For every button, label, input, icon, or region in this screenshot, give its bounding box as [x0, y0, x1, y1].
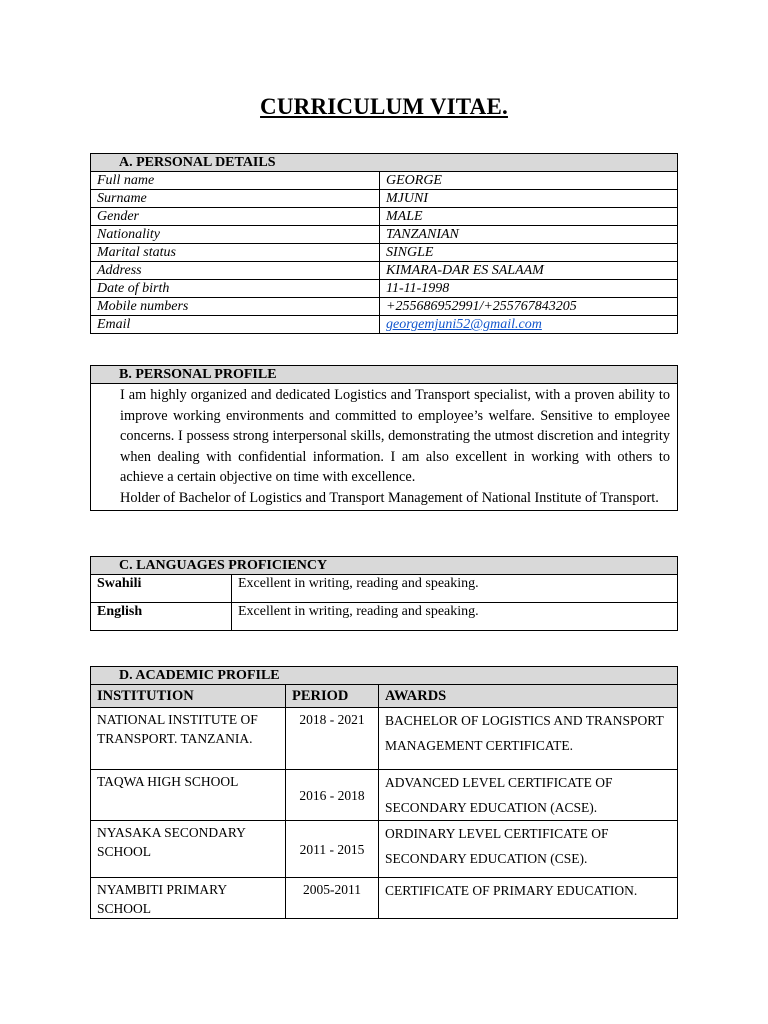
table-row [91, 821, 678, 878]
table-row [91, 208, 678, 226]
languages-heading: C. LANGUAGES PROFICIENCY [91, 557, 678, 575]
field-label: Mobile numbers [91, 298, 380, 316]
period-cell: 2011 - 2015 [286, 821, 379, 878]
period-cell: 2018 - 2021 [286, 708, 379, 770]
field-value: MJUNI [380, 190, 678, 208]
field-value: KIMARA-DAR ES SALAAM [380, 262, 678, 280]
language-level: Excellent in writing, reading and speaking. [232, 575, 678, 603]
institution-cell: NYAMBITI PRIMARY SCHOOL [91, 878, 286, 919]
column-header-awards: AWARDS [379, 685, 678, 708]
field-value: +255686952991/+255767843205 [380, 298, 678, 316]
table-row [91, 770, 678, 821]
personal-profile-table [90, 365, 678, 511]
page-title: CURRICULUM VITAE. [260, 94, 508, 119]
field-value: TANZANIAN [380, 226, 678, 244]
field-value: SINGLE [380, 244, 678, 262]
table-row [91, 575, 678, 603]
field-label: Address [91, 262, 380, 280]
award-cell: BACHELOR OF LOGISTICS AND TRANSPORT MANAGEMENT CERTIFICATE. [379, 708, 678, 770]
table-row [91, 172, 678, 190]
column-header-period: PERIOD [286, 685, 379, 708]
award-cell: ORDINARY LEVEL CERTIFICATE OF SECONDARY EDUCATION (CSE). [379, 821, 678, 878]
table-row [91, 244, 678, 262]
profile-paragraph: I am highly organized and dedicated Logistics and Transport specialist, with a proven ability to improve working environments and committed to employee’s welfare. Sensitive to employee concerns. I possess strong interpersonal skills, demonstrating the utmost discretion and integrity when dealing with confidential information. I am also excellent in working with others to achieve a certain objective on time with excellence. [120, 387, 670, 486]
table-row [91, 708, 678, 770]
language-level: Excellent in writing, reading and speaking. [232, 603, 678, 631]
field-value: GEORGE [380, 172, 678, 190]
personal-details-table [90, 153, 678, 334]
email-cell [380, 316, 678, 334]
table-row [91, 262, 678, 280]
table-row [91, 316, 678, 334]
languages-table [90, 556, 678, 631]
field-value: MALE [380, 208, 678, 226]
institution-cell: NATIONAL INSTITUTE OF TRANSPORT. TANZANIA. [91, 708, 286, 770]
field-label: Email [91, 316, 380, 334]
field-label: Marital status [91, 244, 380, 262]
table-row [91, 190, 678, 208]
field-label: Gender [91, 208, 380, 226]
field-label: Full name [91, 172, 380, 190]
academic-profile-table [90, 666, 678, 919]
institution-cell: TAQWA HIGH SCHOOL [91, 770, 286, 821]
personal-details-heading: A. PERSONAL DETAILS [91, 154, 678, 172]
award-cell: CERTIFICATE OF PRIMARY EDUCATION. [379, 878, 678, 919]
field-label: Nationality [91, 226, 380, 244]
column-header-institution: INSTITUTION [91, 685, 286, 708]
award-cell: ADVANCED LEVEL CERTIFICATE OF SECONDARY EDUCATION (ACSE). [379, 770, 678, 821]
period-cell: 2016 - 2018 [286, 770, 379, 821]
field-label: Date of birth [91, 280, 380, 298]
language-name: Swahili [91, 575, 232, 603]
table-row [91, 298, 678, 316]
table-row [91, 878, 678, 919]
profile-paragraph: Holder of Bachelor of Logistics and Transport Management of National Institute of Transport. [120, 489, 659, 506]
period-cell: 2005-2011 [286, 878, 379, 919]
academic-profile-heading: D. ACADEMIC PROFILE [91, 667, 678, 685]
personal-profile-heading: B. PERSONAL PROFILE [91, 366, 678, 384]
table-row [91, 226, 678, 244]
table-row [91, 603, 678, 631]
field-value: 11-11-1998 [380, 280, 678, 298]
table-row [91, 280, 678, 298]
institution-cell: NYASAKA SECONDARY SCHOOL [91, 821, 286, 878]
language-name: English [91, 603, 232, 631]
profile-body [91, 384, 678, 511]
field-label: Surname [91, 190, 380, 208]
email-link[interactable]: georgemjuni52@gmail.com [386, 317, 542, 332]
